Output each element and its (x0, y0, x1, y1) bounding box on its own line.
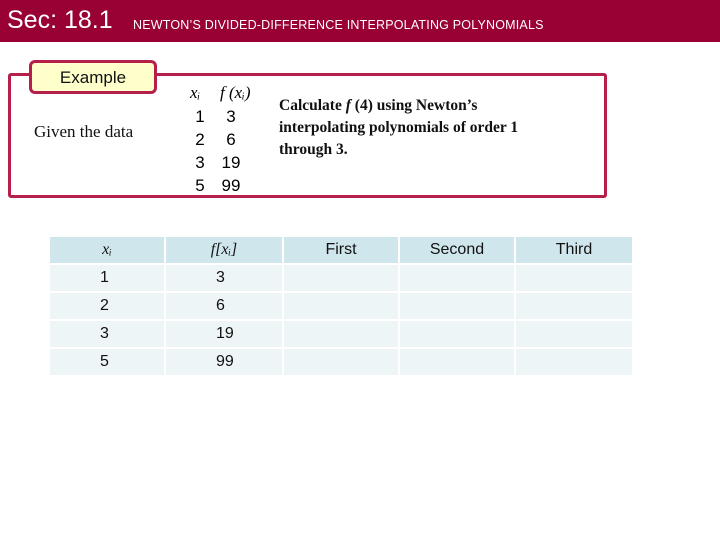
table-row (50, 265, 632, 291)
cell-f: 99 (166, 349, 282, 375)
given-f-value: 19 (221, 153, 241, 172)
given-f-value: 6 (226, 130, 236, 149)
table-row (50, 349, 632, 375)
cell-third (516, 293, 632, 319)
cell-second (400, 293, 514, 319)
given-x-value: 3 (195, 153, 205, 172)
header-bar (0, 0, 720, 42)
given-f-value: 3 (226, 107, 236, 126)
problem-function: f (345, 97, 351, 114)
cell-x: 1 (50, 265, 164, 291)
problem-prefix: Calculate (279, 97, 346, 114)
cell-first (284, 349, 398, 375)
cell-f: 6 (166, 293, 282, 319)
given-x-value: 1 (195, 107, 205, 126)
cell-f: 19 (166, 321, 282, 347)
column-header-x: xᵢ (50, 237, 164, 263)
cell-x: 5 (50, 349, 164, 375)
cell-first (284, 265, 398, 291)
given-header-x: xᵢ (190, 83, 201, 102)
given-x-value: 5 (195, 176, 205, 195)
problem-rest: (4) using Newton’s interpolating polynomials of order 1 through 3. (279, 97, 519, 158)
column-header-third: Third (516, 237, 632, 263)
table-header-row (50, 237, 632, 263)
given-x-column (190, 105, 210, 197)
cell-x: 2 (50, 293, 164, 319)
cell-second (400, 321, 514, 347)
divided-difference-table (48, 235, 634, 377)
cell-third (516, 349, 632, 375)
column-header-second: Second (400, 237, 514, 263)
cell-x: 3 (50, 321, 164, 347)
cell-f: 3 (166, 265, 282, 291)
cell-second (400, 265, 514, 291)
column-header-f: f[xᵢ] (166, 237, 282, 263)
cell-first (284, 293, 398, 319)
section-title: NEWTON’S DIVIDED-DIFFERENCE INTERPOLATING POLYNOMIALS (133, 18, 544, 32)
cell-third (516, 321, 632, 347)
table-row (50, 321, 632, 347)
cell-third (516, 265, 632, 291)
column-header-first: First (284, 237, 398, 263)
cell-second (400, 349, 514, 375)
given-x-value: 2 (195, 130, 205, 149)
given-data-label: Given the data (34, 122, 134, 141)
problem-statement (279, 95, 529, 161)
example-tab: Example (29, 60, 157, 94)
cell-first (284, 321, 398, 347)
given-header-f: f (xᵢ) (220, 83, 251, 102)
section-number: Sec: 18.1 (7, 6, 113, 34)
table-row (50, 293, 632, 319)
given-f-column (218, 105, 244, 197)
given-f-value: 99 (221, 176, 241, 195)
